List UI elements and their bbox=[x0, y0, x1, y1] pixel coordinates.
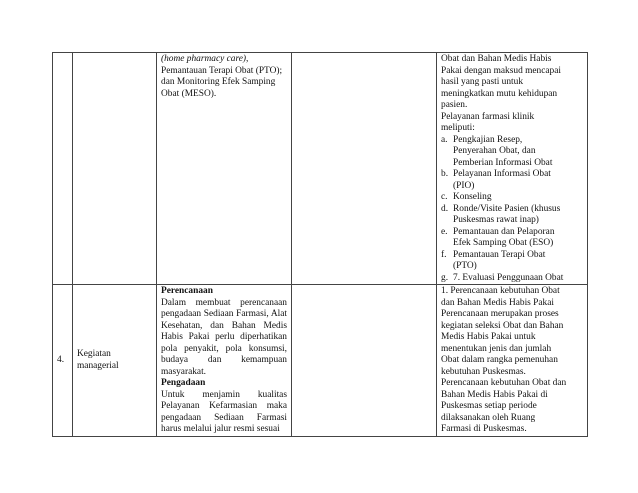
cell-output bbox=[437, 285, 588, 437]
list-item: c. Konseling bbox=[441, 192, 492, 202]
cell-indicator bbox=[157, 285, 292, 437]
empty-text bbox=[292, 53, 436, 54]
indicator-italic-text: (home pharmacy care), bbox=[161, 54, 249, 64]
paragraph-pengadaan: Untuk menjamin kualitas Pelayanan Kefarmasian maka pengadaan Sediaan Farmasi harus melalui jalur resmi sesuai bbox=[161, 389, 287, 434]
output-text: 1. Perencanaan kebutuhan Obat dan Bahan Medis Habis Pakai Perencanaan merupakan proses kegiatan seleksi Obat dan Bahan Medis Habis Pakai untuk menentukan jenis dan jumlah Obat dalam rangka pemenuhan kebutuhan Puskesmas. Perencanaan kebutuhan Obat dan Bahan Medis Habis Pakai di Puskesmas setiap periode dilaksanakan oleh Ruang Farmasi di Puskesmas. bbox=[441, 286, 567, 434]
cell-activity bbox=[73, 53, 157, 285]
list-item: b. Pelayanan Informasi Obat (PIO) bbox=[441, 169, 551, 191]
heading-perencanaan: Perencanaan bbox=[161, 286, 213, 296]
activity-text: Kegiatan managerial bbox=[77, 349, 119, 371]
cell-output bbox=[437, 53, 588, 285]
cell-empty bbox=[292, 285, 437, 437]
list-item: a. Pengkajian Resep, Penyerahan Obat, dan Pemberian Informasi Obat bbox=[441, 134, 553, 168]
activity-text bbox=[73, 53, 156, 54]
list-item: f. Pemantauan Terapi Obat (PTO) bbox=[441, 249, 546, 271]
paragraph-perencanaan: Dalam membuat perencanaan pengadaan Sediaan Farmasi, Alat Kesehatan, dan Bahan Medis Habis Pakai perlu diperhatikan pola penyakit, pola konsumsi, budaya dan kemampuan masyarakat. bbox=[161, 297, 287, 377]
row-number: 4. bbox=[57, 355, 65, 365]
cell-number bbox=[53, 285, 73, 437]
row-number bbox=[53, 53, 72, 54]
list-item: g. 7. Evaluasi Penggunaan Obat bbox=[441, 272, 564, 283]
cell-empty bbox=[292, 53, 437, 285]
clinical-service-list bbox=[437, 135, 587, 285]
document-table bbox=[52, 52, 588, 437]
list-item: e. Pemantauan dan Pelaporan Efek Samping Obat (ESO) bbox=[441, 226, 555, 248]
output-intro: Obat dan Bahan Medis Habis Pakai dengan maksud mencapai hasil yang pasti untuk meningkatkan mutu kehidupan pasien. Pelayanan farmasi klinik meliputi: bbox=[441, 54, 562, 133]
cell-number bbox=[53, 53, 73, 285]
table-row-managerial bbox=[53, 285, 588, 437]
table-row-continued bbox=[53, 53, 588, 285]
heading-pengadaan: Pengadaan bbox=[161, 378, 206, 388]
indicator-text: Pemantauan Terapi Obat (PTO); dan Monitoring Efek Samping Obat (MESO). bbox=[161, 65, 283, 99]
empty-text bbox=[292, 285, 436, 286]
list-item: d. Ronde/Visite Pasien (khusus Puskesmas rawat inap) bbox=[441, 203, 561, 225]
cell-indicator bbox=[157, 53, 292, 285]
cell-activity bbox=[73, 285, 157, 437]
